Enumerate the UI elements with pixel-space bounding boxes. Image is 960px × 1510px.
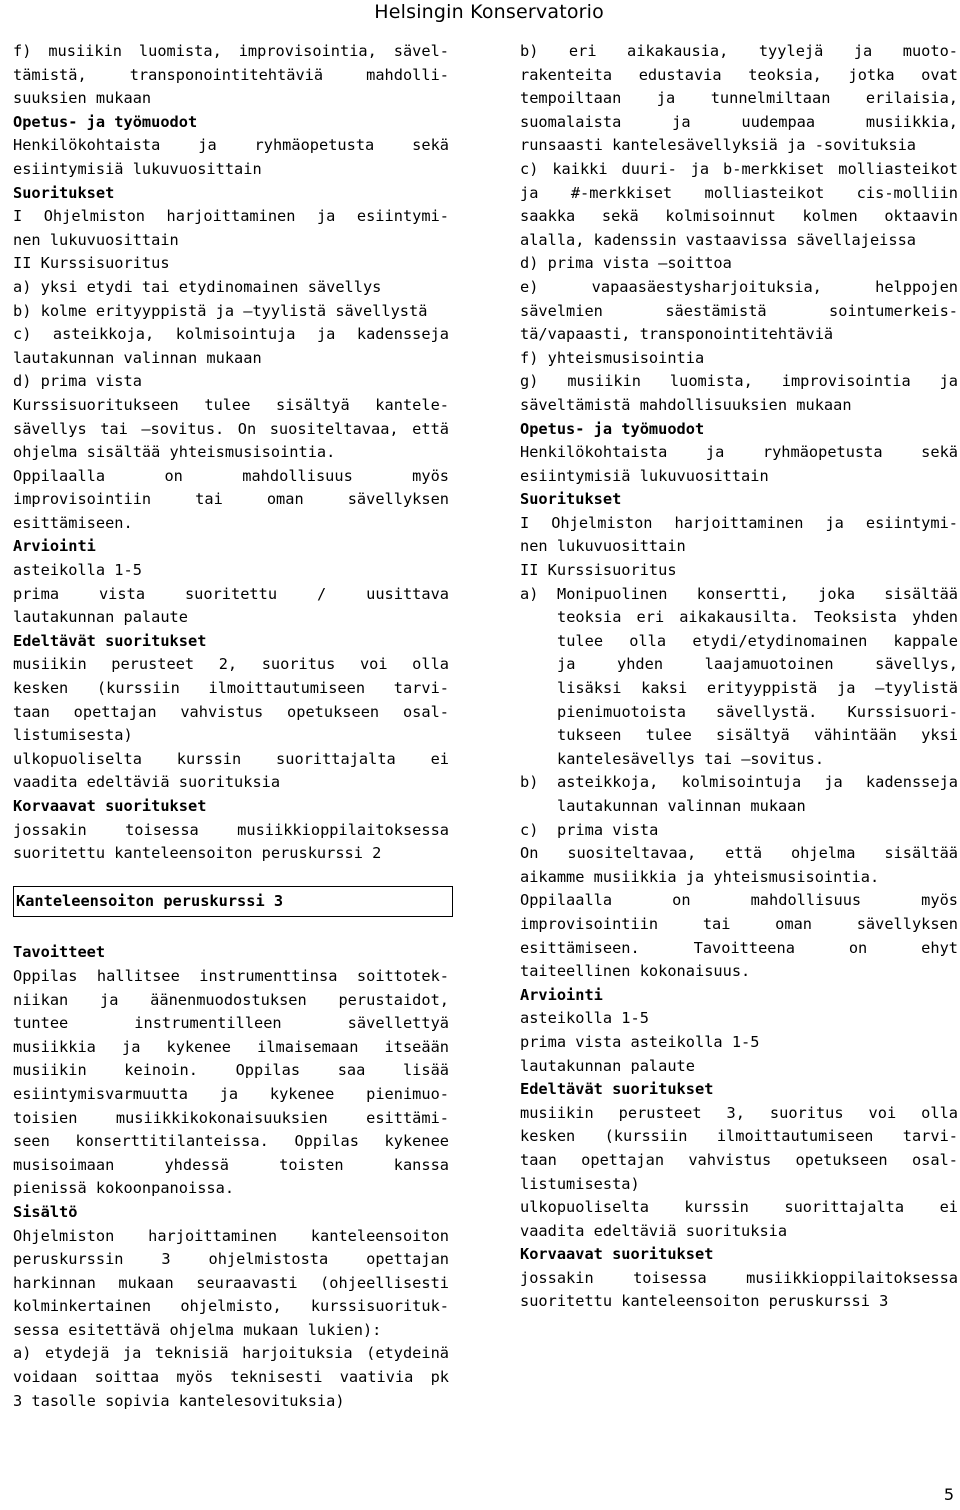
text-line: sävelmien säestämistä sointumerkeis- bbox=[520, 301, 958, 320]
text-line: vaadita edeltäviä suorituksia bbox=[13, 773, 281, 792]
text-line: lisäksi kaksi erityyppistä ja –tyylistä bbox=[557, 679, 958, 698]
text-line: prima vista asteikolla 1-5 bbox=[520, 1032, 760, 1051]
text-line: I Ohjelmiston harjoittaminen ja esiintymi- bbox=[13, 207, 449, 226]
text-line: Kurssisuoritukseen tulee sisältyä kantele- bbox=[13, 395, 449, 414]
text-line: a) yksi etydi tai etydinomainen sävellys bbox=[13, 277, 382, 296]
text-line: sävellys tai –sovitus. On suositeltavaa, että bbox=[13, 419, 449, 438]
page-number: 5 bbox=[943, 1485, 954, 1504]
text-line: II Kurssisuoritus bbox=[520, 561, 677, 580]
text-line: toisien musiikkikokonaisuuksien esittämi- bbox=[13, 1108, 449, 1127]
text-line: säveltämistä mahdollisuuksien mukaan bbox=[520, 395, 852, 414]
text-line: teoksia eri aikakausilta. Teoksista yhden bbox=[557, 608, 958, 627]
text-line: d) prima vista bbox=[13, 372, 142, 391]
text-line: seen konserttitilanteissa. Oppilas kykenee bbox=[13, 1132, 449, 1151]
text-line: ja yhden laajamuotoinen sävellys, bbox=[557, 655, 958, 674]
heading-arviointi: Arviointi bbox=[13, 537, 96, 556]
text-line: suoritettu kanteleensoiton peruskurssi 3 bbox=[520, 1292, 889, 1311]
left-arviointi-text bbox=[13, 559, 449, 630]
left-sisalto-text bbox=[13, 1225, 449, 1414]
left-tavoitteet-text bbox=[13, 965, 449, 1201]
heading-opetus: Opetus- ja työmuodot bbox=[13, 112, 198, 131]
item-a-text bbox=[557, 583, 958, 772]
text-line: prima vista suoritettu / uusittava bbox=[13, 584, 449, 603]
text-line: vaadita edeltäviä suorituksia bbox=[520, 1221, 788, 1240]
right-after-text bbox=[520, 842, 958, 984]
text-line: tukseen tulee sisältyä vähintään yksi bbox=[557, 726, 958, 745]
text-line: esiintymisvarmuutta ja kykenee pienimuo- bbox=[13, 1084, 449, 1103]
text-line: ohjelma sisältää yhteismusisointia. bbox=[13, 443, 336, 462]
text-line: tulee olla etydi/etydinomainen kappale bbox=[557, 631, 958, 650]
text-line: rakenteita edustavia teoksia, jotka ovat bbox=[520, 65, 958, 84]
text-line: jossakin toisessa musiikkioppilaitoksessa bbox=[13, 820, 449, 839]
text-line: taan opettajan vahvistus opetukseen osal- bbox=[13, 702, 449, 721]
text-line: voidaan soittaa myös teknisesti vaativia pk bbox=[13, 1368, 449, 1387]
item-b-label: b) bbox=[520, 773, 539, 792]
text-line: f) musiikin luomista, improvisointia, sävel- bbox=[13, 42, 449, 60]
text-line: asteikolla 1-5 bbox=[13, 561, 142, 580]
text-line: e) vapaasäestysharjoituksia, helppojen bbox=[520, 277, 958, 296]
right-suoritukset-text bbox=[520, 512, 958, 583]
left-opetus-text bbox=[13, 134, 449, 181]
text-line: nen lukuvuosittain bbox=[13, 230, 179, 249]
text-line: sessa esitettävä ohjelma mukaan lukien): bbox=[13, 1320, 382, 1339]
text-line: ulkopuoliselta kurssin suorittajalta ei bbox=[520, 1198, 958, 1217]
text-line: Oppilas hallitsee instrumenttinsa soittotek- bbox=[13, 966, 449, 985]
text-line: kantelesävellys tai –sovitus. bbox=[557, 749, 825, 768]
text-line: musiikin perusteet 3, suoritus voi olla bbox=[520, 1103, 958, 1122]
text-line: Oppilaalla on mahdollisuus myös bbox=[13, 466, 449, 485]
text-line: kesken (kurssiin ilmoittautumiseen tarvi- bbox=[520, 1127, 958, 1146]
text-line: d) prima vista –soittoa bbox=[520, 254, 732, 273]
text-line: tä/vapaasti, transponointitehtäviä bbox=[520, 325, 834, 344]
text-line: asteikolla 1-5 bbox=[520, 1009, 649, 1028]
text-line: listumisesta) bbox=[520, 1174, 640, 1193]
right-opetus-text bbox=[520, 441, 958, 488]
text-line: jossakin toisessa musiikkioppilaitoksessa bbox=[520, 1268, 958, 1287]
heading-sisalto: Sisältö bbox=[13, 1202, 78, 1221]
item-c-text bbox=[557, 819, 958, 843]
text-line: ja #-merkkiset molliasteikot cis-molliin bbox=[520, 183, 958, 202]
right-item-b bbox=[520, 771, 958, 818]
left-suoritukset-text bbox=[13, 205, 449, 535]
text-line: pienimuotoista sävellystä. Kurssisuori- bbox=[557, 702, 958, 721]
text-line: Henkilökohtaista ja ryhmäopetusta sekä bbox=[13, 136, 449, 155]
text-line: lautakunnan valinnan mukaan bbox=[557, 797, 806, 815]
right-intro bbox=[520, 40, 958, 418]
text-line: improvisointiin tai oman sävellyksen bbox=[520, 914, 958, 933]
text-line: Ohjelmiston harjoittaminen kanteleensoiton bbox=[13, 1226, 449, 1245]
heading-korvaavat: Korvaavat suoritukset bbox=[13, 797, 207, 815]
heading-tavoitteet: Tavoitteet bbox=[13, 943, 106, 962]
item-a-label: a) bbox=[520, 584, 539, 603]
text-line: niikan ja äänenmuodostuksen perustaidot, bbox=[13, 990, 449, 1009]
text-line: kesken (kurssiin ilmoittautumiseen tarvi- bbox=[13, 679, 449, 698]
text-line: I Ohjelmiston harjoittaminen ja esiintymi- bbox=[520, 513, 958, 532]
right-arviointi-text bbox=[520, 1007, 958, 1078]
text-line: suoritettu kanteleensoiton peruskurssi 2 bbox=[13, 844, 382, 863]
text-line: runsaasti kantelesävellyksiä ja -sovituksia bbox=[520, 136, 917, 155]
text-line: On suositeltavaa, että ohjelma sisältää bbox=[520, 844, 958, 863]
text-line: musiikkia ja kykenee ilmaisemaan itseään bbox=[13, 1037, 449, 1056]
text-line: peruskurssin 3 ohjelmistosta opettajan bbox=[13, 1250, 449, 1269]
text-line: musiikin keinoin. Oppilas saa lisää bbox=[13, 1061, 449, 1080]
text-line: lautakunnan palaute bbox=[520, 1056, 695, 1075]
heading-edeltavat-right: Edeltävät suoritukset bbox=[520, 1080, 714, 1099]
item-c-label: c) bbox=[520, 820, 539, 839]
text-line: f) yhteismusisointia bbox=[520, 348, 705, 367]
text-line: tuntee instrumentilleen sävellettyä bbox=[13, 1014, 449, 1033]
section-title-box: Kanteleensoiton peruskurssi 3 bbox=[13, 886, 453, 918]
text-line: c) asteikkoja, kolmisointuja ja kadensseja bbox=[13, 325, 449, 344]
heading-suoritukset: Suoritukset bbox=[13, 183, 115, 202]
right-item-c bbox=[520, 819, 958, 843]
item-b-text bbox=[557, 771, 958, 818]
text-line: esiintymisiä lukuvuosittain bbox=[520, 466, 769, 485]
text-line: aikamme musiikkia ja yhteismusisointia. bbox=[520, 867, 880, 886]
text-line: ulkopuoliselta kurssin suorittajalta ei bbox=[13, 749, 449, 768]
text-line: alalla, kadenssin vastaavissa sävellajeissa bbox=[520, 230, 917, 249]
text-line: harkinnan mukaan seuraavasti (ohjeellisesti bbox=[13, 1273, 449, 1292]
text-line: suomalaista ja uudempaa musiikkia, bbox=[520, 112, 958, 131]
heading-suoritukset-right: Suoritukset bbox=[520, 490, 622, 509]
left-edeltavat-text bbox=[13, 653, 449, 795]
text-line: c) kaikki duuri- ja b-merkkiset molliasteikot bbox=[520, 159, 958, 178]
text-line: taan opettajan vahvistus opetukseen osal- bbox=[520, 1150, 958, 1169]
text-line: tämistä, transponointitehtäviä mahdolli- bbox=[13, 65, 449, 84]
text-line: prima vista bbox=[557, 820, 659, 839]
text-line: esittämiseen. Tavoitteena on ehyt bbox=[520, 938, 958, 957]
right-korvaavat-text bbox=[520, 1267, 958, 1314]
text-line: esiintymisiä lukuvuosittain bbox=[13, 159, 262, 178]
page-header-title: Helsingin Konservatorio bbox=[374, 1, 604, 23]
left-intro bbox=[13, 40, 449, 111]
text-line: lautakunnan valinnan mukaan bbox=[13, 348, 262, 367]
heading-korvaavat-right: Korvaavat suoritukset bbox=[520, 1245, 714, 1264]
text-line: saakka sekä kolmisoinnut kolmen oktaavin bbox=[520, 207, 958, 226]
text-line: Henkilökohtaista ja ryhmäopetusta sekä bbox=[520, 443, 958, 462]
text-line: esittämiseen. bbox=[13, 513, 133, 532]
text-line: tempoiltaan ja tunnelmiltaan erilaisia, bbox=[520, 89, 958, 108]
left-column bbox=[13, 40, 449, 1413]
text-line: 3 tasolle sopivia kantelesovituksia) bbox=[13, 1391, 345, 1410]
text-line: listumisesta) bbox=[13, 726, 133, 745]
heading-opetus-right: Opetus- ja työmuodot bbox=[520, 419, 705, 438]
text-line: II Kurssisuoritus bbox=[13, 254, 170, 273]
right-item-a bbox=[520, 583, 958, 772]
text-line: pienissä kokoonpanoissa. bbox=[13, 1179, 235, 1198]
right-column bbox=[520, 40, 958, 1314]
text-line: taiteellinen kokonaisuus. bbox=[520, 962, 751, 981]
text-line: asteikkoja, kolmisointuja ja kadensseja bbox=[557, 773, 958, 792]
text-line: a) etydejä ja teknisiä harjoituksia (etydeinä bbox=[13, 1344, 449, 1363]
text-line: musisoimaan yhdessä toisten kanssa bbox=[13, 1155, 449, 1174]
text-line: lautakunnan palaute bbox=[13, 608, 188, 627]
text-line: improvisointiin tai oman sävellyksen bbox=[13, 490, 449, 509]
text-line: musiikin perusteet 2, suoritus voi olla bbox=[13, 655, 449, 674]
text-line: Oppilaalla on mahdollisuus myös bbox=[520, 891, 958, 910]
text-line: b) eri aikakausia, tyylejä ja muoto- bbox=[520, 42, 958, 60]
heading-edeltavat: Edeltävät suoritukset bbox=[13, 631, 207, 650]
left-korvaavat-text bbox=[13, 819, 449, 866]
heading-arviointi-right: Arviointi bbox=[520, 985, 603, 1004]
text-line: g) musiikin luomista, improvisointia ja bbox=[520, 372, 958, 391]
right-edeltavat-text bbox=[520, 1102, 958, 1244]
text-line: nen lukuvuosittain bbox=[520, 537, 686, 556]
text-line: suuksien mukaan bbox=[13, 89, 152, 108]
text-line: kolminkertainen ohjelmisto, kurssisuorituk- bbox=[13, 1297, 449, 1316]
text-line: Monipuolinen konsertti, joka sisältää bbox=[557, 584, 958, 603]
text-line: b) kolme erityyppistä ja –tyylistä sävellystä bbox=[13, 301, 428, 320]
